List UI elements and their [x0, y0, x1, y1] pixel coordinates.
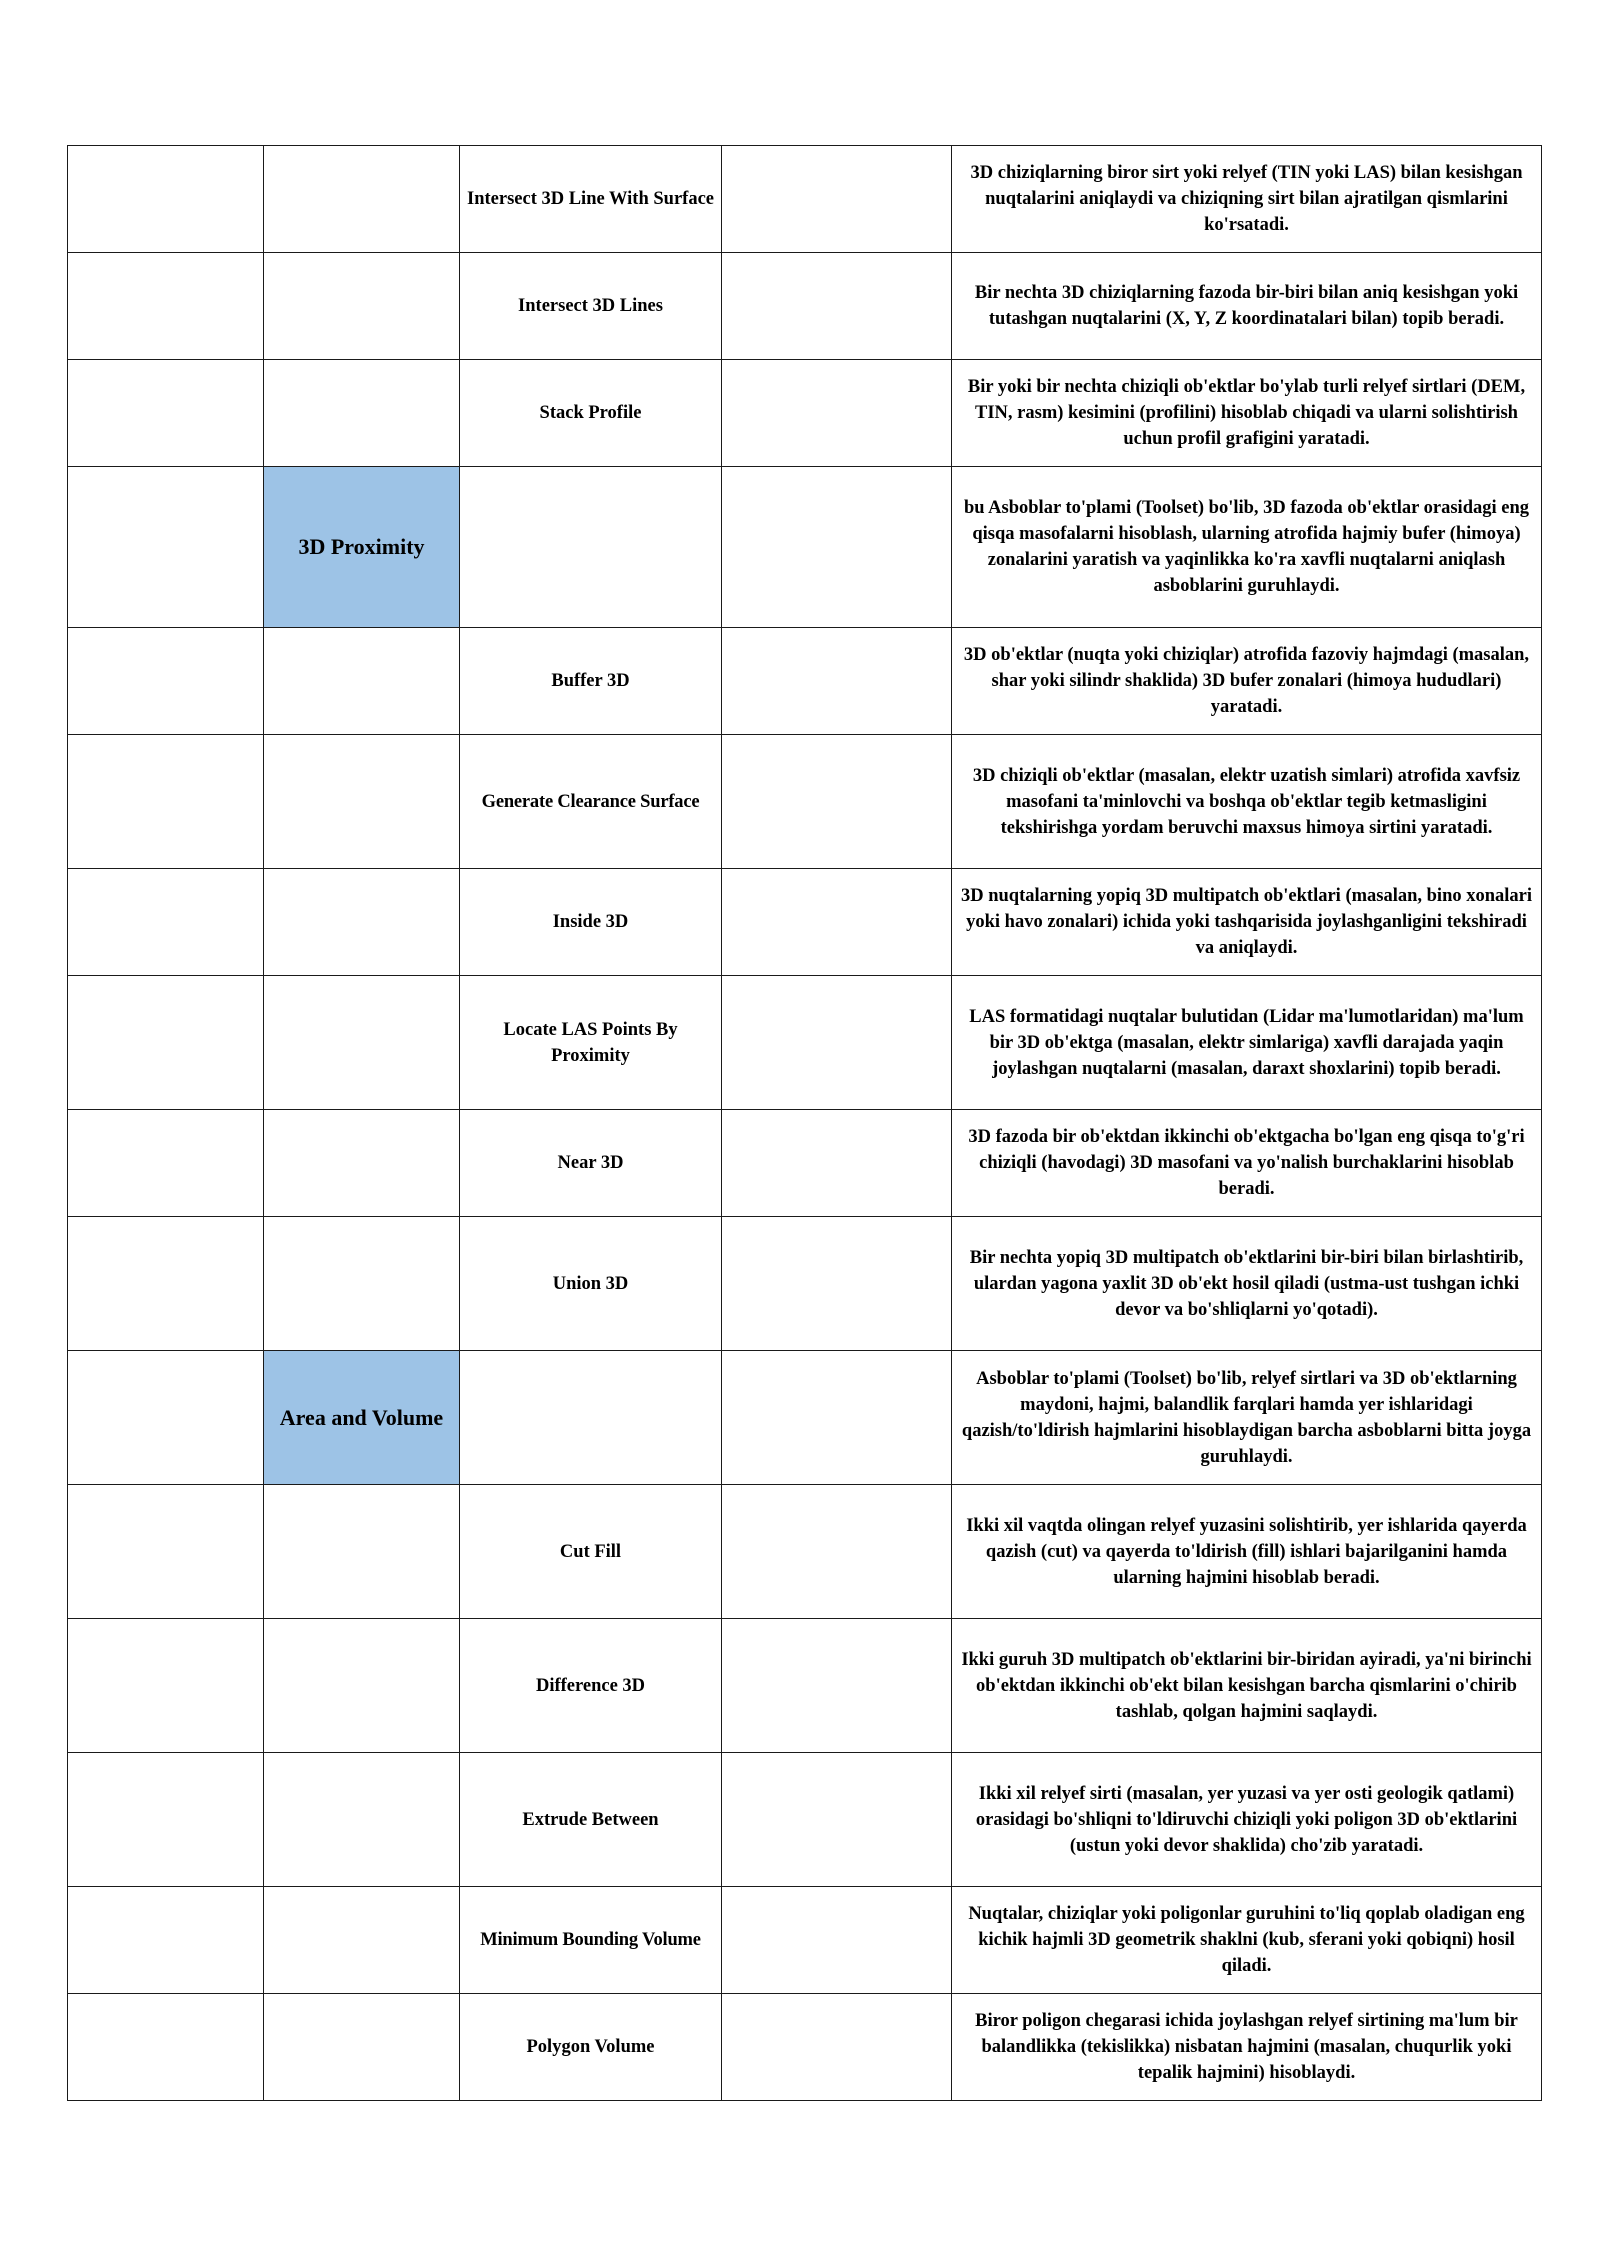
- empty-cell: [68, 1217, 264, 1351]
- description-cell: bu Asboblar to'plami (Toolset) bo'lib, 3D fazoda ob'ektlar orasidagi eng qisqa masofalarni hisoblash, ularning atrofida hajmiy bufer (himoya) zonalarini yaratish va yaqinlikka ko'ra xavfli nuqtalarni aniqlash asboblarini guruhlaydi.: [952, 467, 1542, 628]
- tool-name-cell: Polygon Volume: [460, 1994, 722, 2101]
- category-cell: [264, 1485, 460, 1619]
- empty-cell: [68, 735, 264, 869]
- empty-cell: [722, 360, 952, 467]
- tool-name-cell: [460, 1351, 722, 1485]
- empty-cell: [68, 976, 264, 1110]
- empty-cell: [722, 628, 952, 735]
- table-row: [68, 1485, 1542, 1619]
- empty-cell: [722, 1351, 952, 1485]
- empty-cell: [68, 1887, 264, 1994]
- table-row: [68, 628, 1542, 735]
- tool-name-cell: Intersect 3D Line With Surface: [460, 146, 722, 253]
- description-cell: LAS formatidagi nuqtalar bulutidan (Lidar ma'lumotlaridan) ma'lum bir 3D ob'ektga (masalan, elektr simlariga) xavfli darajada yaqin joylashgan nuqtalarni (masalan, daraxt shoxlarini) topib beradi.: [952, 976, 1542, 1110]
- category-cell: [264, 146, 460, 253]
- tool-name-cell: Generate Clearance Surface: [460, 735, 722, 869]
- tool-name-cell: Inside 3D: [460, 869, 722, 976]
- table-row: [68, 1753, 1542, 1887]
- category-cell: [264, 1619, 460, 1753]
- empty-cell: [68, 1994, 264, 2101]
- empty-cell: [68, 1619, 264, 1753]
- tool-name-cell: Union 3D: [460, 1217, 722, 1351]
- description-cell: Ikki xil relyef sirti (masalan, yer yuzasi va yer osti geologik qatlami) orasidagi bo'shliqni to'ldiruvchi chiziqli yoki poligon 3D ob'ektlarini (ustun yoki devor shaklida) cho'zib yaratadi.: [952, 1753, 1542, 1887]
- description-cell: 3D chiziqli ob'ektlar (masalan, elektr uzatish simlari) atrofida xavfsiz masofani ta'minlovchi va boshqa ob'ektlar tegib ketmasligini tekshirishga yordam beruvchi maxsus himoya sirtini yaratadi.: [952, 735, 1542, 869]
- table-row: [68, 1110, 1542, 1217]
- category-header-cell: Area and Volume: [264, 1351, 460, 1485]
- table-row: [68, 467, 1542, 628]
- description-cell: Ikki guruh 3D multipatch ob'ektlarini bir-biridan ayiradi, ya'ni birinchi ob'ektdan ikkinchi ob'ekt bilan kesishgan barcha qismlarini o'chirib tashlab, qolgan hajmini saqlaydi.: [952, 1619, 1542, 1753]
- empty-cell: [722, 976, 952, 1110]
- description-cell: Ikki xil vaqtda olingan relyef yuzasini solishtirib, yer ishlarida qayerda qazish (cut) va qayerda to'ldirish (fill) ishlari bajarilganini hamda ularning hajmini hisoblab beradi.: [952, 1485, 1542, 1619]
- empty-cell: [722, 1485, 952, 1619]
- empty-cell: [68, 1485, 264, 1619]
- empty-cell: [722, 1217, 952, 1351]
- table-row: [68, 976, 1542, 1110]
- category-cell: [264, 735, 460, 869]
- empty-cell: [722, 1110, 952, 1217]
- description-cell: 3D chiziqlarning biror sirt yoki relyef (TIN yoki LAS) bilan kesishgan nuqtalarini aniqlaydi va chiziqning sirt bilan ajratilgan qismlarini ko'rsatadi.: [952, 146, 1542, 253]
- empty-cell: [68, 1753, 264, 1887]
- table-row: [68, 1217, 1542, 1351]
- description-cell: Nuqtalar, chiziqlar yoki poligonlar guruhini to'liq qoplab oladigan eng kichik hajmli 3D geometrik shaklni (kub, sferani yoki qobiqni) hosil qiladi.: [952, 1887, 1542, 1994]
- category-cell: [264, 1217, 460, 1351]
- empty-cell: [68, 146, 264, 253]
- empty-cell: [722, 467, 952, 628]
- table-row: [68, 253, 1542, 360]
- table-row: [68, 735, 1542, 869]
- table-row: [68, 360, 1542, 467]
- description-cell: 3D nuqtalarning yopiq 3D multipatch ob'ektlari (masalan, bino xonalari yoki havo zonalari) ichida yoki tashqarisida joylashganligini tekshiradi va aniqlaydi.: [952, 869, 1542, 976]
- category-cell: [264, 1994, 460, 2101]
- category-cell: [264, 360, 460, 467]
- table-row: [68, 1887, 1542, 1994]
- tool-name-cell: [460, 467, 722, 628]
- table-row: [68, 1994, 1542, 2101]
- empty-cell: [68, 628, 264, 735]
- empty-cell: [722, 1887, 952, 1994]
- table-row: [68, 869, 1542, 976]
- table-row: [68, 146, 1542, 253]
- empty-cell: [722, 1619, 952, 1753]
- tool-name-cell: Cut Fill: [460, 1485, 722, 1619]
- description-cell: Bir nechta 3D chiziqlarning fazoda bir-biri bilan aniq kesishgan yoki tutashgan nuqtalarini (X, Y, Z koordinatalari bilan) topib beradi.: [952, 253, 1542, 360]
- tool-name-cell: Intersect 3D Lines: [460, 253, 722, 360]
- empty-cell: [722, 253, 952, 360]
- description-cell: Asboblar to'plami (Toolset) bo'lib, relyef sirtlari va 3D ob'ektlarning maydoni, hajmi, balandlik farqlari hamda yer ishlaridagi qazish/to'ldirish hajmlarini hisoblaydigan barcha asboblarni bitta joyga guruhlaydi.: [952, 1351, 1542, 1485]
- description-cell: Biror poligon chegarasi ichida joylashgan relyef sirtining ma'lum bir balandlikka (tekislikka) nisbatan hajmini (masalan, chuqurlik yoki tepalik hajmini) hisoblaydi.: [952, 1994, 1542, 2101]
- description-cell: 3D fazoda bir ob'ektdan ikkinchi ob'ektgacha bo'lgan eng qisqa to'g'ri chiziqli (havodagi) 3D masofani va yo'nalish burchaklarini hisoblab beradi.: [952, 1110, 1542, 1217]
- tool-name-cell: Difference 3D: [460, 1619, 722, 1753]
- empty-cell: [68, 869, 264, 976]
- table-row: [68, 1351, 1542, 1485]
- empty-cell: [722, 869, 952, 976]
- category-cell: [264, 869, 460, 976]
- description-cell: 3D ob'ektlar (nuqta yoki chiziqlar) atrofida fazoviy hajmdagi (masalan, shar yoki silindr shaklida) 3D bufer zonalari (himoya hududlari) yaratadi.: [952, 628, 1542, 735]
- category-header-cell: 3D Proximity: [264, 467, 460, 628]
- tool-name-cell: Buffer 3D: [460, 628, 722, 735]
- tool-name-cell: Minimum Bounding Volume: [460, 1887, 722, 1994]
- category-cell: [264, 1887, 460, 1994]
- empty-cell: [722, 146, 952, 253]
- description-cell: Bir nechta yopiq 3D multipatch ob'ektlarini bir-biri bilan birlashtirib, ulardan yagona yaxlit 3D ob'ekt hosil qiladi (ustma-ust tushgan ichki devor va bo'shliqlarni yo'qotadi).: [952, 1217, 1542, 1351]
- category-cell: [264, 1110, 460, 1217]
- category-cell: [264, 976, 460, 1110]
- empty-cell: [722, 1753, 952, 1887]
- tool-name-cell: Near 3D: [460, 1110, 722, 1217]
- tool-name-cell: Locate LAS Points By Proximity: [460, 976, 722, 1110]
- tool-name-cell: Stack Profile: [460, 360, 722, 467]
- empty-cell: [722, 1994, 952, 2101]
- tool-name-cell: Extrude Between: [460, 1753, 722, 1887]
- category-cell: [264, 628, 460, 735]
- category-cell: [264, 253, 460, 360]
- empty-cell: [722, 735, 952, 869]
- table-row: [68, 1619, 1542, 1753]
- empty-cell: [68, 360, 264, 467]
- empty-cell: [68, 1110, 264, 1217]
- category-cell: [264, 1753, 460, 1887]
- empty-cell: [68, 467, 264, 628]
- empty-cell: [68, 253, 264, 360]
- spreadsheet-page: [67, 145, 1541, 2101]
- description-cell: Bir yoki bir nechta chiziqli ob'ektlar bo'ylab turli relyef sirtlari (DEM, TIN, rasm) kesimini (profilini) hisoblab chiqadi va ularni solishtirish uchun profil grafigini yaratadi.: [952, 360, 1542, 467]
- empty-cell: [68, 1351, 264, 1485]
- tools-table: [67, 145, 1542, 2101]
